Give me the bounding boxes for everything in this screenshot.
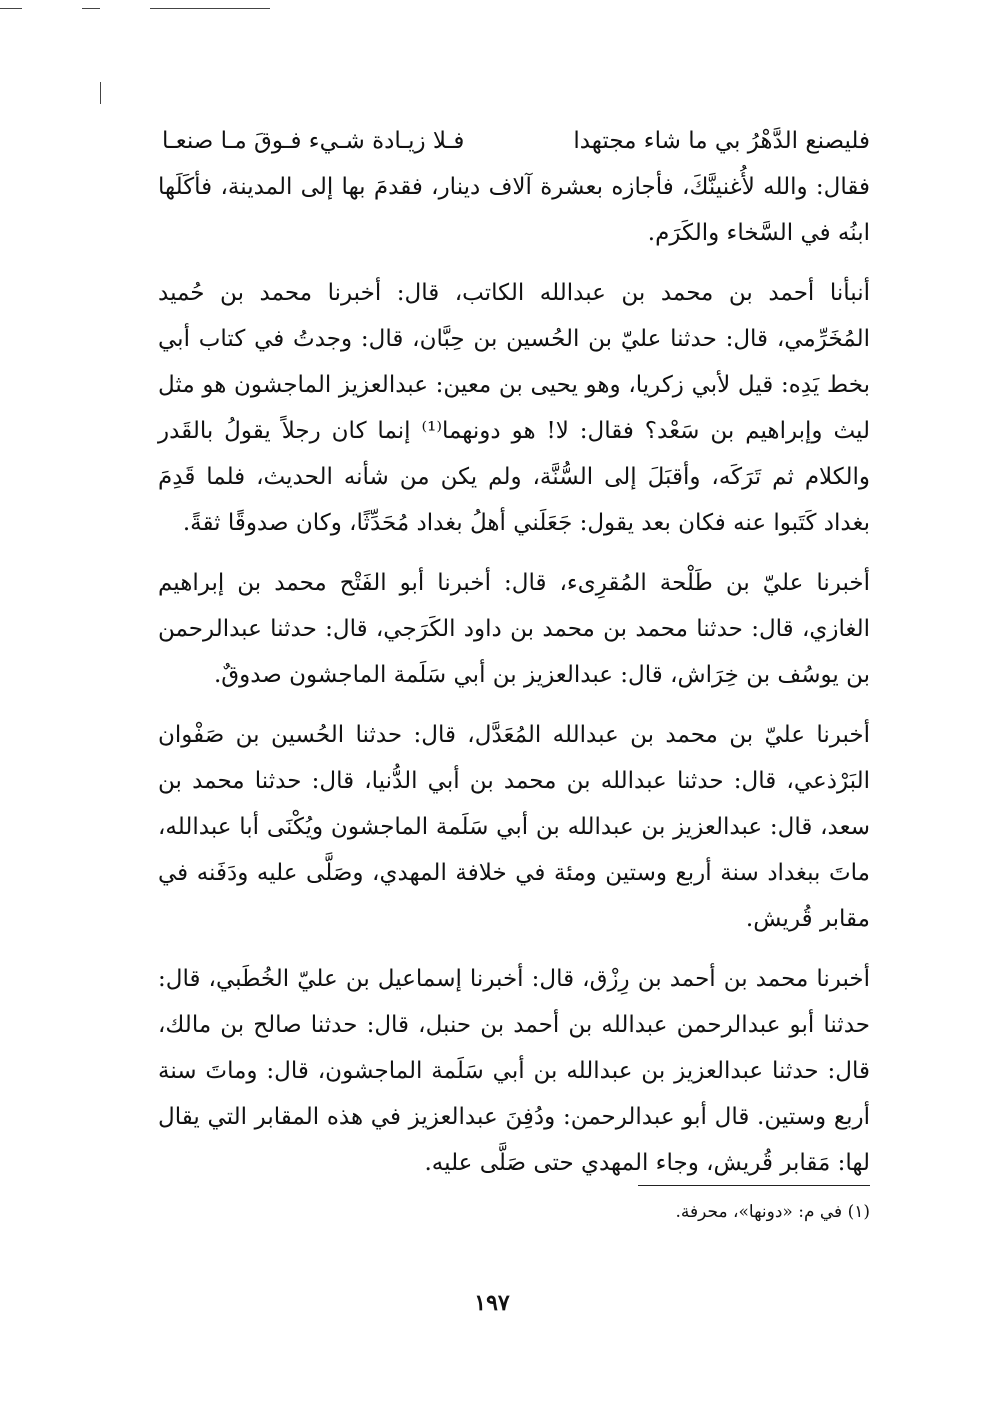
footnote: (١) في م: «دونها»، محرفة.: [675, 1202, 870, 1222]
poem-verse: [158, 118, 870, 164]
scan-artifact-line: [150, 8, 270, 9]
page-number: ١٩٧: [474, 1290, 510, 1316]
verse-second-hemistich: فـلا زيـادة شـيء فـوقَ مـا صنعـا: [162, 128, 465, 154]
paragraph: أنبأنا أحمد بن محمد بن عبدالله الكاتب، قال: أخبرنا محمد بن حُميد المُخَرِّمي، قال: حدثنا عليّ بن الحُسين بن حِبَّان، قال: وجدتُ في كتاب أبي بخط يَدِه: قيل لأبي زكريا، وهو يحيى بن معين: عبدالعزيز الماجشون هو مثل ليث وإبراهيم بن سَعْد؟ فقال: لا! هو دونهما⁽¹⁾ إنما كان رجلاً يقولُ بالقَدر والكلام ثم تَرَكَه، وأقبَلَ إلى السُّنَّة، ولم يكن من شأنه الحديث، فلما قَدِمَ بغداد كَتَبوا عنه فكان بعد يقول: جَعَلَني أهلُ بغداد مُحَدِّثًا، وكان صدوقًا ثقةً.: [158, 280, 870, 536]
paragraph: أخبرنا عليّ بن طَلْحة المُقرِىء، قال: أخبرنا أبو الفَتْح محمد بن إبراهيم الغازي، قال: حدثنا محمد بن محمد بن داود الكَرَجي، قال: حدثنا عبدالرحمن بن يوسُف بن خِرَاش، قال: عبدالعزيز بن أبي سَلَمة الماجشون صدوقٌ.: [158, 570, 870, 688]
verse-first-hemistich: فليصنع الدَّهْرُ بي ما شاء مجتهدا: [573, 128, 870, 154]
scan-artifact-dot: [100, 82, 101, 104]
scan-artifact-line: [82, 8, 100, 9]
paragraph: أخبرنا عليّ بن محمد بن عبدالله المُعَدَّل، قال: حدثنا الحُسين بن صَفْوان البَرْذعي، قال: حدثنا عبدالله بن محمد بن أبي الدُّنيا، قال: حدثنا محمد بن سعد، قال: عبدالعزيز بن عبدالله بن أبي سَلَمة الماجشون ويُكْنَى أبا عبدالله، ماتَ ببغداد سنة أربع وستين ومئة في خلافة المهدي، وصَلَّى عليه ودَفَنه في مقابر قُريش.: [158, 722, 870, 932]
paragraph: فقال: والله لأُغنينَّكَ، فأجازه بعشرة آلاف دينار، فقدمَ بها إلى المدينة، فأكَلَها ابنُه في السَّخاء والكَرَم.: [158, 174, 870, 246]
paragraph: أخبرنا محمد بن أحمد بن رِزْق، قال: أخبرنا إسماعيل بن عليّ الخُطَبي، قال: حدثنا أبو عبدالرحمن عبدالله بن أحمد بن حنبل، قال: حدثنا صالح بن مالك، قال: حدثنا عبدالعزيز بن عبدالله بن أبي سَلَمة الماجشون، قال: وماتَ سنة أربع وستين. قال أبو عبدالرحمن: ودُفِنَ عبدالعزيز في هذه المقابر التي يقال لها: مَقابر قُريش، وجاء المهدي حتى صَلَّى عليه.: [158, 966, 870, 1176]
page-body: [158, 118, 870, 1200]
scan-artifact-line: [0, 8, 22, 9]
footnote-divider: [638, 1185, 870, 1186]
